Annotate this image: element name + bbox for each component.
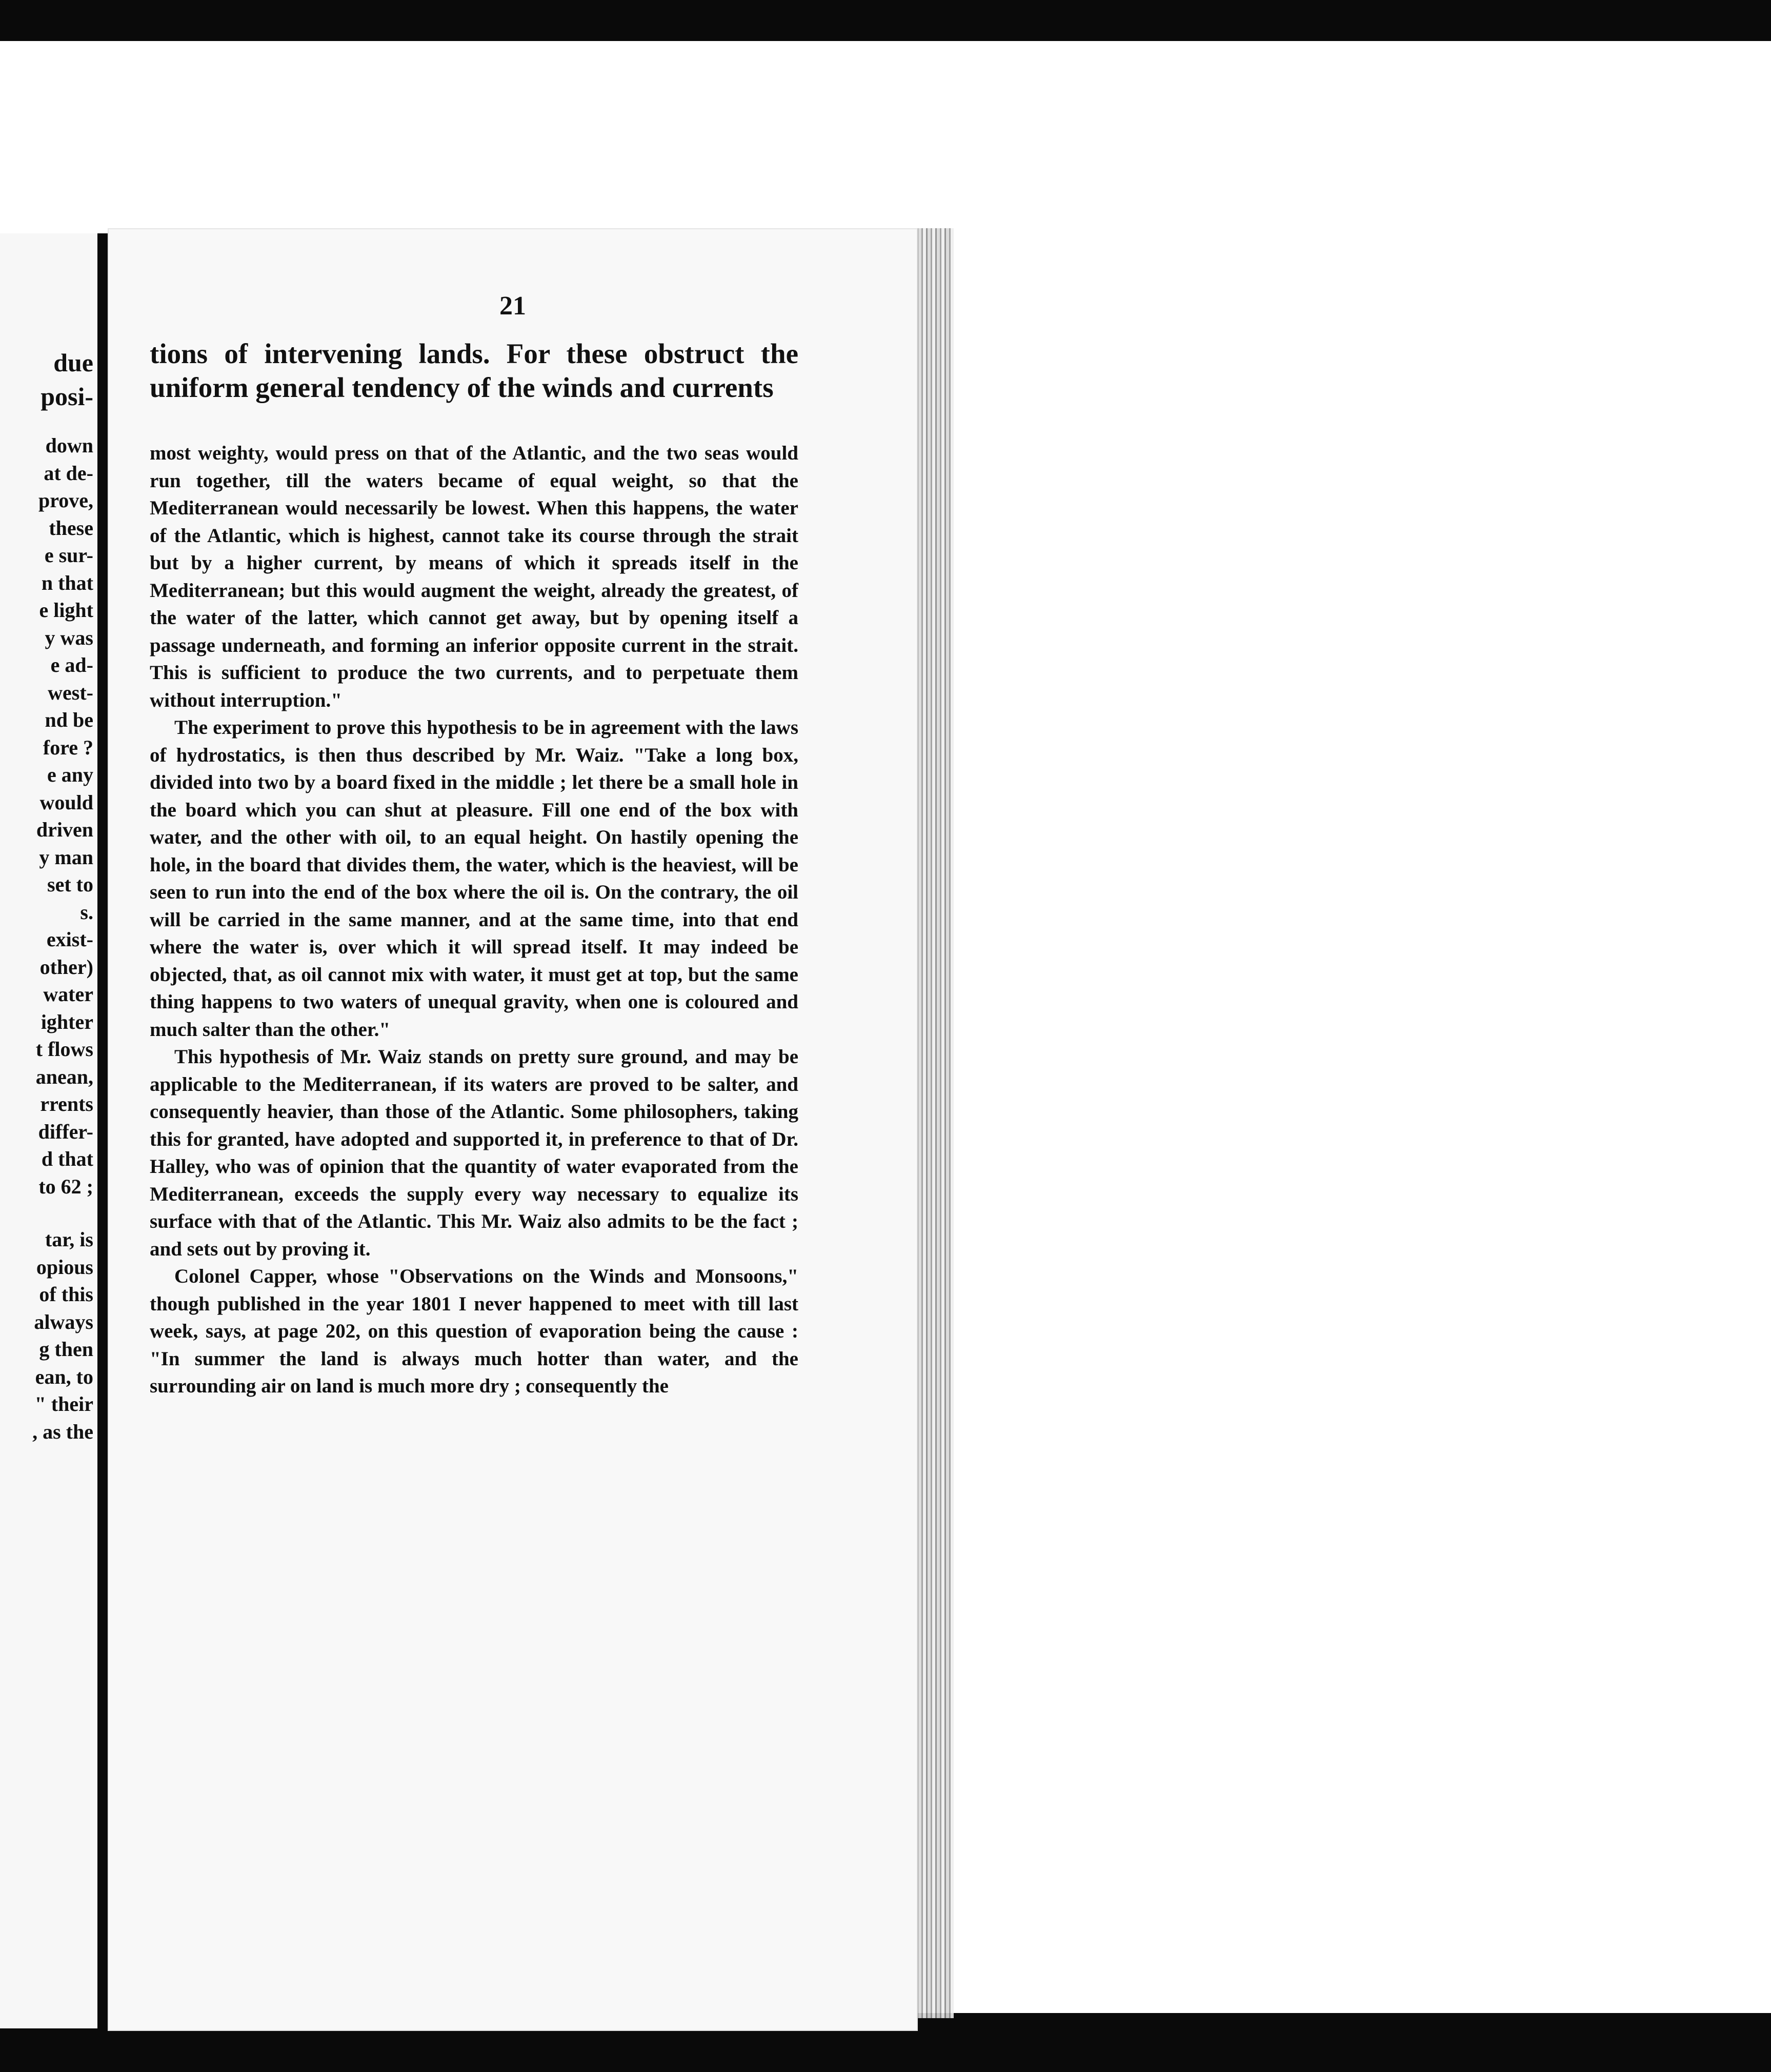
left-page-line-fragment: anean, bbox=[35, 1065, 93, 1088]
left-page-line-fragment: t flows bbox=[35, 1038, 93, 1061]
left-page-line-fragment: , as the bbox=[32, 1420, 93, 1443]
left-page-line-fragment: water bbox=[43, 983, 93, 1006]
left-page-line-fragment: west- bbox=[48, 681, 93, 704]
left-page-line-fragment: driven bbox=[36, 818, 93, 841]
left-page-line-fragment: would bbox=[39, 790, 93, 814]
left-page-line-fragment: rrents bbox=[40, 1092, 93, 1115]
left-page-line-fragment: ighter bbox=[41, 1010, 93, 1033]
body-text bbox=[150, 440, 798, 1400]
left-page-line-fragment: fore ? bbox=[43, 735, 93, 759]
left-page-line-fragment: ean, to bbox=[35, 1365, 93, 1388]
left-page-line-fragment: n that bbox=[41, 571, 93, 594]
left-page-line-fragment: g then bbox=[39, 1338, 93, 1361]
paragraph: most weighty, would press on that of the Atlantic, and the two seas would run together, till the waters became of equal weight, so that the Mediterranean would necessarily be lowest. When this happens, the water of the Atlantic, which is highest, cannot take its course through the strait but by a higher current, by means of which it spreads itself in the Mediterranean; but this would augment the weight, already the greatest, of the water of the latter, which cannot get away, but by opening itself a passage underneath, and forming an inferior opposite current in the strait. This is sufficient to produce the two currents, and to perpetuate them without interruption." bbox=[150, 442, 798, 711]
top-scan-border bbox=[0, 0, 1771, 41]
left-page-line-fragment: s. bbox=[80, 900, 93, 924]
left-page-line-fragment: tar, is bbox=[45, 1228, 93, 1251]
left-page-line-fragment: e sur- bbox=[44, 544, 93, 567]
left-page-line-fragment: these bbox=[49, 516, 93, 540]
left-page-line-fragment: opious bbox=[36, 1255, 93, 1279]
left-page-line-fragment: differ- bbox=[38, 1120, 93, 1143]
left-page-line-fragment: d that bbox=[41, 1147, 93, 1170]
left-page-line-fragment: e light bbox=[39, 599, 93, 622]
left-page-line-fragment: at de- bbox=[44, 461, 93, 485]
left-page-line-fragment: " their bbox=[34, 1392, 93, 1416]
left-page-line-fragment: set to bbox=[47, 873, 93, 896]
left-page-line-fragment: nd be bbox=[45, 708, 93, 731]
book-spine bbox=[97, 233, 108, 2034]
left-page-line-fragment: exist- bbox=[46, 928, 93, 951]
paragraph: The experiment to prove this hypothesis to be in agreement with the laws of hydrostatics, is then thus described by Mr. Waiz. "Take a long box, divided into two by a board fixed in the middle ; let there be a small hole in the board which you can shut at pleasure. Fill one end of the box with water, and the other with oil, to an equal height. On hastily opening the hole, in the board that divides them, the water, which is the heaviest, will be seen to run into the end of the box where the oil is. On the contrary, the oil will be carried in the same manner, and at the same time, into that end where the water is, over which it will spread itself. It may indeed be objected, that, as oil cannot mix with water, it must get at top, but the same thing happens to two waters of unequal gravity, when one is coloured and much salter than the other." bbox=[150, 716, 798, 1041]
right-page bbox=[108, 228, 918, 2031]
left-page-line-fragment: to 62 ; bbox=[38, 1174, 93, 1198]
left-page-line-fragment: y man bbox=[39, 845, 93, 869]
left-page-line-fragment: e ad- bbox=[50, 653, 93, 676]
left-page-line-fragment: of this bbox=[39, 1283, 93, 1306]
left-page-line-fragment: prove, bbox=[38, 489, 93, 512]
left-page-line-fragment: always bbox=[34, 1310, 93, 1333]
paragraph: Colonel Capper, whose "Observations on the Winds and Monsoons," though published in the year 1801 I never happened to meet with till last week, says, at page 202, on this question of evaporation being the cause : "In summer the land is always much hotter than water, and the surrounding air on land is much more dry ; consequently the bbox=[150, 1265, 798, 1397]
paragraph: This hypothesis of Mr. Waiz stands on pretty sure ground, and may be applicable to the Mediterranean, if its waters are proved to be salter, and consequently heavier, than those of the Atlantic. Some philosophers, taking this for granted, have adopted and supported it, in preference to that of Dr. Halley, who was of opinion that the quantity of water evaporated from the Mediterranean, exceeds the supply every way necessary to equalize its surface with that of the Atlantic. This Mr. Waiz also admits to be the fact ; and sets out by proving it. bbox=[150, 1046, 798, 1260]
continued-text-large: tions of intervening lands. For these obstruct the uniform general tendency of the winds and currents bbox=[150, 338, 798, 403]
left-page-line-fragment: y was bbox=[45, 626, 93, 649]
left-page-line-fragment: other) bbox=[39, 955, 93, 979]
left-page-line-fragment: posi- bbox=[41, 382, 93, 411]
left-page-line-fragment: e any bbox=[47, 763, 93, 786]
left-page-line-fragment: down bbox=[45, 434, 93, 457]
page-number: 21 bbox=[499, 291, 526, 321]
left-page-line-fragment: due bbox=[53, 348, 93, 377]
left-page bbox=[0, 233, 97, 2028]
